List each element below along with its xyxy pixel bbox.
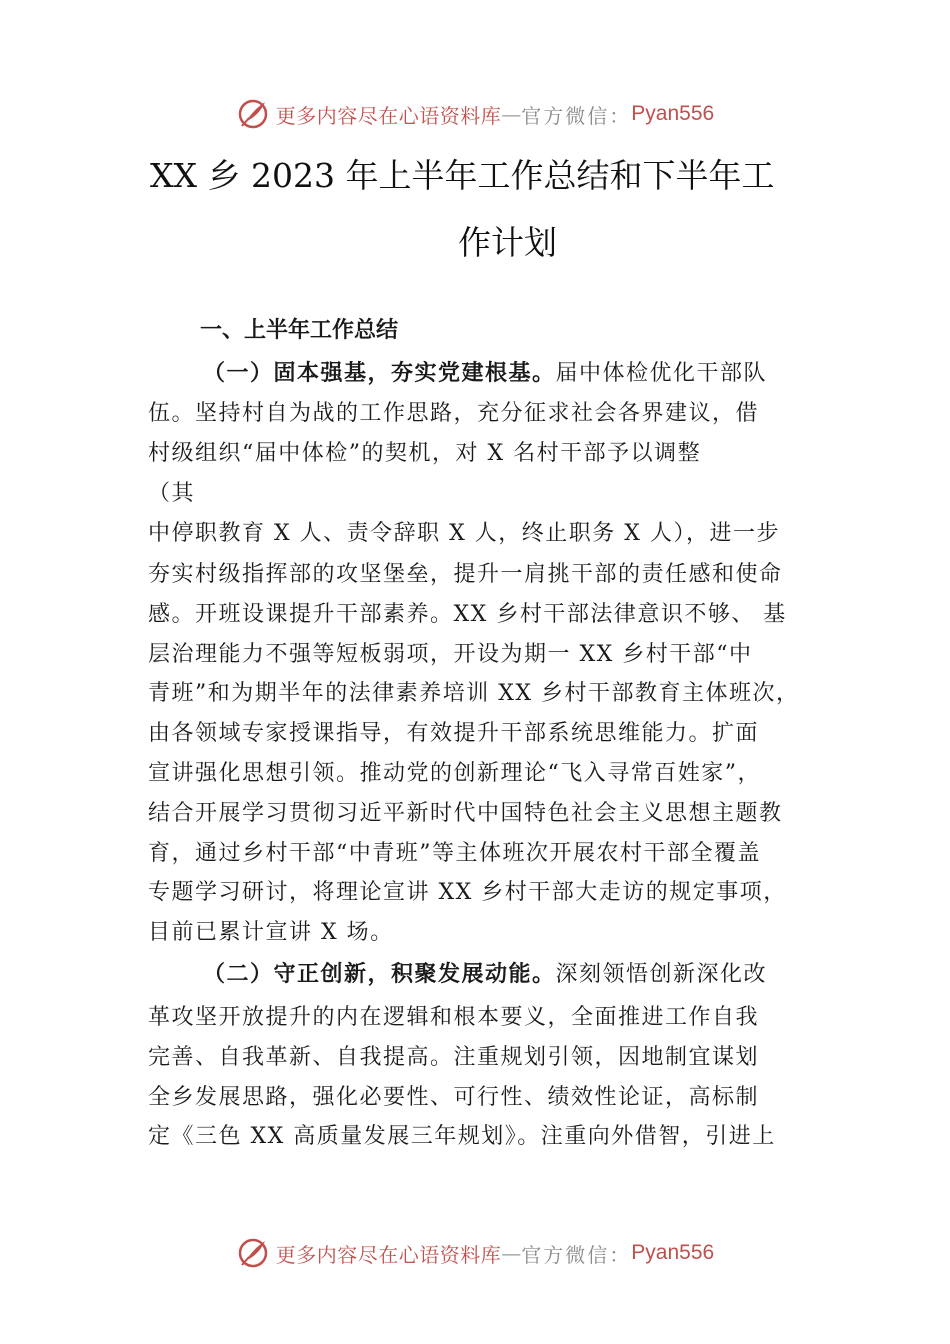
watermark-id: Pyan556 bbox=[631, 102, 715, 125]
paragraph-line: 专题学习研讨，将理论宣讲 XX 乡村干部大走访的规定事项， bbox=[148, 880, 787, 905]
paragraph-line: 育，通过乡村干部“中青班”等主体班次开展农村干部全覆盖 bbox=[148, 841, 761, 866]
paragraph-line: 由各领域专家授课指导，有效提升干部系统思维能力。扩面 bbox=[148, 721, 760, 746]
paragraph-line: 伍。坚持村自为战的工作思路，充分征求社会各界建议，借 bbox=[148, 401, 760, 426]
paragraph-line: 宣讲强化思想引领。推动党的创新理论“飞入寻常百姓家”， bbox=[148, 761, 761, 786]
watermark-id: Pyan556 bbox=[631, 1241, 715, 1264]
watermark-contact: 官方微信： bbox=[521, 1242, 632, 1267]
paragraph-line: 层治理能力不强等短板弱项，开设为期一 XX 乡村干部“中 bbox=[148, 642, 753, 667]
paragraph-line: 夯实村级指挥部的攻坚堡垒，提升一肩挑干部的责任感和使命 bbox=[148, 562, 783, 587]
document-title-line1: XX 乡 2023 年上半年工作总结和下半年工 bbox=[150, 156, 775, 195]
paragraph-line: 中停职教育 X 人、责令辞职 X 人，终止职务 X 人），进一步 bbox=[148, 521, 780, 546]
watermark-separator: — bbox=[501, 102, 522, 126]
feather-logo-icon bbox=[236, 1236, 270, 1270]
document-title-line2: 作计划 bbox=[458, 223, 557, 262]
paragraph-line: 感。开班设课提升干部素养。XX 乡村干部法律意识不够、 基 bbox=[148, 602, 787, 627]
paragraph-lead: （一）固本强基，夯实党建根基。 bbox=[203, 360, 556, 386]
paragraph-line bbox=[203, 957, 767, 988]
section-heading: 一、上半年工作总结 bbox=[200, 318, 399, 343]
paragraph-line: （其 bbox=[148, 481, 196, 506]
paragraph-line: 结合开展学习贯彻习近平新时代中国特色社会主义思想主题教 bbox=[148, 801, 783, 826]
watermark-text: 更多内容尽在心语资料库 bbox=[275, 103, 502, 128]
paragraph-lead: （二）守正创新，积聚发展动能。 bbox=[203, 961, 556, 987]
paragraph-line: 定《三色 XX 高质量发展三年规划》。注重向外借智，引进上 bbox=[148, 1124, 776, 1149]
watermark-header bbox=[0, 94, 950, 134]
paragraph-line: 村级组织“届中体检”的契机，对 X 名村干部予以调整 bbox=[148, 441, 702, 466]
paragraph-line: 革攻坚开放提升的内在逻辑和根本要义，全面推进工作自我 bbox=[148, 1005, 760, 1030]
watermark-contact: 官方微信： bbox=[521, 103, 632, 128]
watermark-separator: — bbox=[501, 1241, 522, 1265]
paragraph-line: 目前已累计宣讲 X 场。 bbox=[148, 920, 394, 945]
feather-logo-icon bbox=[236, 97, 270, 131]
paragraph-text: 深刻领悟创新深化改 bbox=[555, 962, 768, 987]
watermark-text: 更多内容尽在心语资料库 bbox=[275, 1242, 502, 1267]
paragraph-text: 届中体检优化干部队 bbox=[555, 361, 768, 386]
paragraph-line: 青班”和为期半年的法律素养培训 XX 乡村干部教育主体班次， bbox=[148, 681, 800, 706]
paragraph-line bbox=[203, 356, 767, 387]
watermark-footer bbox=[0, 1233, 950, 1273]
paragraph-line: 完善、自我革新、自我提高。注重规划引领，因地制宜谋划 bbox=[148, 1045, 760, 1070]
paragraph-line: 全乡发展思路，强化必要性、可行性、绩效性论证，高标制 bbox=[148, 1085, 760, 1110]
